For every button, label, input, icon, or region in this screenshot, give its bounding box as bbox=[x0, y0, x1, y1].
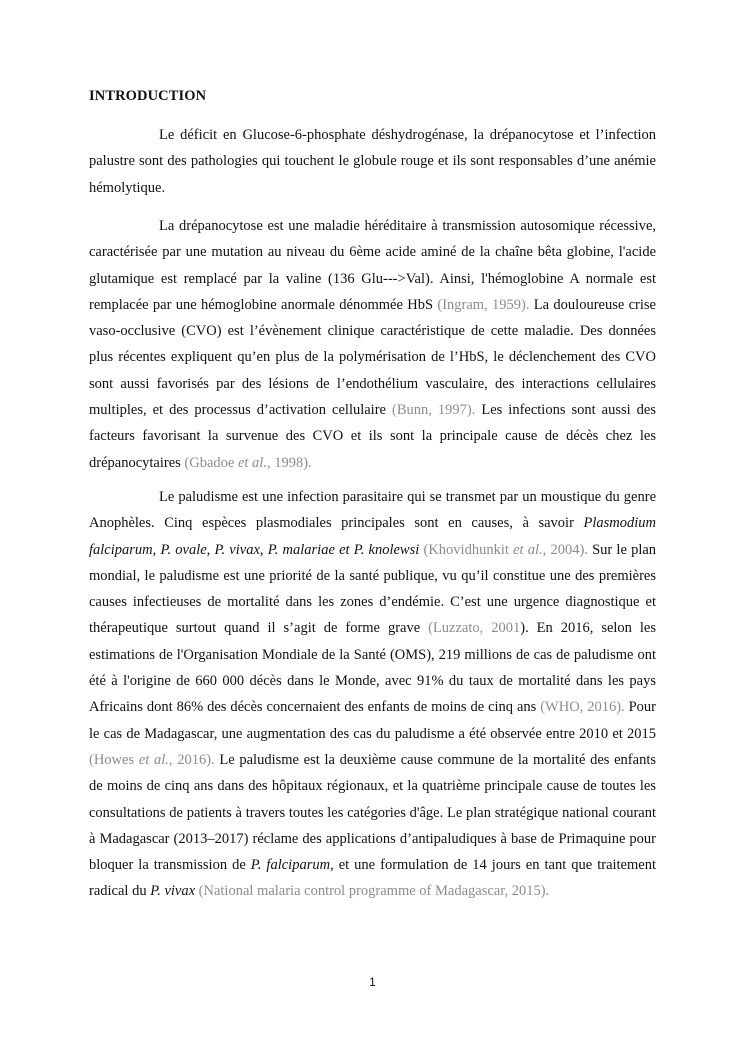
citation: (Howes et al., 2016). bbox=[89, 751, 215, 768]
paragraph-intro bbox=[89, 122, 656, 201]
citation: (WHO, 2016). bbox=[540, 699, 625, 716]
paragraph-text: , et une formulation de 14 jours en tant que traitement radical du bbox=[89, 857, 656, 900]
citation: (National malaria control programme of Madagascar, 2015). bbox=[198, 883, 550, 900]
paragraph-text: Le paludisme est la deuxième cause commune de la mortalité des enfants de moins de cinq ans dans des hôpitaux régionaux, et la quatrième principale cause de toutes les consultations de patients à travers toutes les catégories d'âge. Le plan stratégique national courant à Madagascar (2013–2017) réclame des applications d’antipaludiques à base de Primaquine pour bloquer la transmission de bbox=[89, 751, 656, 874]
species-name: Plasmodium falciparum bbox=[89, 515, 656, 558]
species-name: P. vivax bbox=[150, 883, 196, 900]
paragraph-text: Sur le plan mondial, le paludisme est une priorité de la santé publique, vu qu’il constitue une des premières causes infectieuses de mortalité dans les zones d’endémie. C’est une urgence diagnostique et thérapeutique surtout quand il s’agit de forme grave bbox=[89, 541, 657, 637]
section-heading: INTRODUCTION bbox=[89, 88, 207, 104]
species-name: P. vivax bbox=[214, 541, 260, 558]
paragraph-text: La drépanocytose est une maladie héréditaire à transmission autosomique récessive, caractérisée par une mutation au niveau du 6ème acide aminé de la chaîne bêta globine, l'acide glutamique est remplacé par la valine (136 Glu--->Val). Ainsi, l'hémoglobine A normale est remplacée par une hémoglobine anormale dénommée HbS bbox=[89, 218, 656, 313]
paragraph-text: Le déficit en Glucose-6-phosphate déshydrogénase, la drépanocytose et l’infection palustre sont des pathologies qui touchent le globule rouge et ils sont responsables d’une anémie hémolytique. bbox=[89, 127, 656, 196]
paragraph-text: La douloureuse crise vaso-occlusive (CVO) est l’évènement clinique caractéristique de cette maladie. Des données plus récentes expliquent qu’en plus de la polymérisation de l’HbS, le déclenchement des CVO sont aussi favorisés par des lésions de l’endothélium vasculaire, des interactions cellulaires multiples, et des processus d’activation cellulaire bbox=[89, 296, 656, 419]
species-name: P. malariae et P. knolewsi bbox=[267, 541, 420, 558]
paragraph-text: ). En 2016, selon les estimations de l'Organisation Mondiale de la Santé (OMS), 219 millions de cas de paludisme ont été à l'origine de 660 000 décès dans le Monde, avec 91% du taux de mortalité dans les pays Africains dont 86% des décès concernaient des enfants de moins de cinq ans bbox=[89, 620, 657, 716]
citation: (Khovidhunkit et al., 2004). bbox=[423, 541, 588, 558]
citation: (Gbadoe et al., 1998). bbox=[184, 454, 312, 471]
paragraph-text: Pour le cas de Madagascar, une augmentation des cas du paludisme a été observée entre 2010 et 2015 bbox=[89, 699, 656, 742]
citation: (Luzzato, 2001 bbox=[428, 620, 521, 637]
page-number: 1 bbox=[369, 975, 376, 989]
species-name: P. ovale bbox=[160, 541, 207, 558]
paragraph-text: Le paludisme est une infection parasitaire qui se transmet par un moustique du genre Anophèles. Cinq espèces plasmodiales principales sont en causes, à savoir bbox=[89, 489, 656, 532]
citation: (Bunn, 1997). bbox=[392, 402, 476, 419]
paragraph-text: Les infections sont aussi des facteurs favorisant la survenue des CVO et ils sont la principale cause de décès chez les drépanocytaires bbox=[89, 402, 656, 471]
paragraph-drepanocytose bbox=[89, 213, 656, 476]
citation: (Ingram, 1959). bbox=[437, 296, 530, 313]
species-name: P. falciparum bbox=[250, 857, 331, 874]
paragraph-paludisme: Le paludisme est une infection parasitaire qui se transmet par un moustique du genre Anophèles. Cinq espèces plasmodiales principales sont en causes, à savoir Plasmodium falciparum, P. ovale, P. vivax, P. malariae et P. knolewsi (Khovidhunkit et al., 2004). Sur le plan mondial, le paludisme est une priorité de la santé publique, vu qu’il constitue une des premières causes infectieuses de mortalité dans les zones d’endémie. C’est une urgence diagnostique et thérapeutique surtout quand il s’agit de forme grave (Luzzato, 2001). En 2016, selon les estimations de l'Organisation Mondiale de la Santé (OMS), 219 millions de cas de paludisme ont été à l'origine de 660 000 décès dans le Monde, avec 91% du taux de mortalité dans les pays Africains dont 86% des décès concernaient des enfants de moins de cinq ans (WHO, 2016). Pour le cas de Madagascar, une augmentation des cas du paludisme a été observée entre 2010 et 2015 (Howes et al., 2016). Le paludisme est la deuxième cause commune de la mortalité des enfants de moins de cinq ans dans des hôpitaux régionaux, et la quatrième principale cause de toutes les consultations de patients à travers toutes les catégories d'âge. Le plan stratégique national courant à Madagascar (2013–2017) réclame des applications d’antipaludiques à base de Primaquine pour bloquer la transmission de P. falciparum, et une formulation de 14 jours en tant que traitement radical du P. vivax (National malaria control programme of Madagascar, 2015). bbox=[89, 489, 657, 900]
